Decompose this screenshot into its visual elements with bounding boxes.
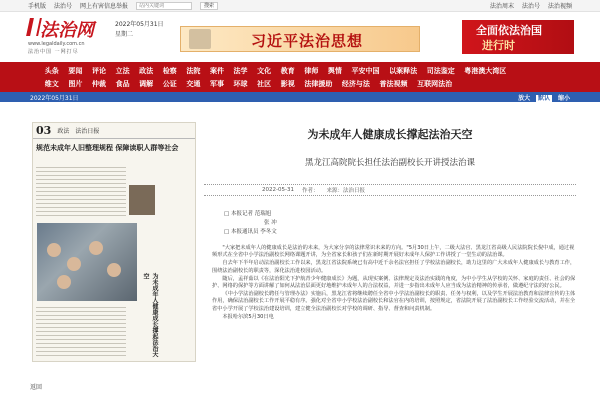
portrait-image <box>189 29 211 49</box>
fazhihao-link[interactable]: 法治号 <box>54 3 73 10</box>
logo-tagline: 法治中国 一网打尽 <box>28 49 79 55</box>
report-link[interactable]: 网上有害信息举报 <box>80 3 129 10</box>
nav-item[interactable]: 社区 <box>257 79 272 88</box>
search-button[interactable]: 搜索 <box>200 2 218 10</box>
article-paragraph: 《中小学法治副校长聘任与管理办法》实施后，黑龙江省将继续聘任全省中小学法治副校长的职责、任务与权利，以及学生开展法治教育和法律宣传的主体作用，确保法治副校长工作开展平稳有序。强化对全省中小学校法治副校长和法官在内的培训，按照规定，省法院开展了法治副校长工作经验交流活动，并在全省中小学开展了学校法治建设培训，建立健全法治副校长对学校的调研、指导、督查和问责机制。 <box>212 290 576 312</box>
nav-item[interactable]: 律师 <box>304 66 319 75</box>
nav-item[interactable]: 互联网法治 <box>417 79 453 88</box>
nav-item[interactable]: 食品 <box>115 79 130 88</box>
header-weekday: 星期二 <box>115 31 134 38</box>
nav-item[interactable]: 头条 <box>44 66 59 75</box>
font-size-controls <box>514 93 570 102</box>
banner-line1: 全面依法治国 <box>476 24 542 37</box>
page-number: 03 <box>36 124 52 137</box>
banner-line2: 进行时 <box>482 39 515 52</box>
nav-item[interactable]: 以案释法 <box>389 66 418 75</box>
nav-item[interactable]: 法律援助 <box>304 79 333 88</box>
nav-item[interactable]: 图片 <box>68 79 83 88</box>
article-meta <box>204 184 576 196</box>
article-title: 为未成年人健康成长撑起法治天空 <box>307 128 473 141</box>
article-source: 来源：法治日报 <box>326 188 365 194</box>
paper-text-lines <box>36 167 126 219</box>
nav-item[interactable]: 要闻 <box>68 66 83 75</box>
nav-item[interactable]: 粤港澳大湾区 <box>464 66 507 75</box>
logo-url: www.legaldaily.com.cn <box>28 41 85 47</box>
nav-item[interactable]: 案件 <box>209 66 224 75</box>
current-date: 2022年05月31日 <box>30 94 79 102</box>
nav-item[interactable]: 交通 <box>186 79 201 88</box>
back-link[interactable]: 返回 <box>30 384 43 391</box>
newspaper-page-image[interactable] <box>32 122 196 362</box>
header-date <box>115 20 164 40</box>
nav-item[interactable]: 立法 <box>115 66 130 75</box>
nav-item[interactable]: 教育 <box>280 66 295 75</box>
nav-row-1 <box>40 64 560 77</box>
font-default-button[interactable]: 默认 <box>538 94 551 102</box>
paper-photo <box>37 223 137 301</box>
thought-banner-text: 习近平法治思想 <box>251 32 364 50</box>
paper-headline: 规范未成年人旧整理规程 保障读职人群等社会 <box>36 143 179 152</box>
mobile-link[interactable]: 手机版 <box>28 3 47 10</box>
byline-reporter-2: 张 冲 <box>264 220 277 226</box>
article <box>204 102 576 322</box>
nav-item[interactable]: 法院 <box>186 66 201 75</box>
nav-item[interactable]: 环球 <box>233 79 248 88</box>
nav-item[interactable]: 检察 <box>162 66 177 75</box>
main-content <box>0 102 600 400</box>
article-byline <box>204 210 576 237</box>
byline-reporter: □ 本报记者 范瑞旭 <box>224 211 272 217</box>
article-paragraph: 随后，孟祥茹以《在法治阳光下护航青少年健康成长》为题，从现实案例、法律规定及法治实践的角度，为中小学生从学校的关怀、家庭的责任、社会的保护、网络的保护等方面讲解了如何从法治层面更好地维护未成年人的合法权益，并进一步指出未成年人应当成为法治精神的传承者，做遵纪守法的好公民。 <box>212 275 576 290</box>
main-nav <box>0 62 600 92</box>
paper-text-lines-2 <box>36 307 126 359</box>
article-paragraph: 自去年下半年启动法治副校长工作以来，黑龙江省法院系统已有高中近千余名法官担任了学校法治副校长，助力这里的广大未成年人健康成长与教育工作，围绕法治副校长的职责等，深化法治进校园活动。 <box>212 260 576 274</box>
article-date: 2022-05-31 <box>262 187 294 193</box>
weekend-link[interactable]: 法治周末 <box>489 3 514 10</box>
video-link[interactable]: 法治视频 <box>547 3 572 10</box>
nav-item[interactable]: 政法 <box>139 66 154 75</box>
thought-banner[interactable] <box>180 26 420 52</box>
font-smaller-button[interactable]: 缩小 <box>557 94 570 102</box>
nav-item[interactable]: 调解 <box>139 79 154 88</box>
nav-row-2 <box>40 77 560 90</box>
paper-small-photo <box>129 185 155 215</box>
nav-item[interactable]: 军事 <box>209 79 224 88</box>
nav-item[interactable]: 经济与法 <box>341 79 370 88</box>
article-dateline: 本报哈尔滨5月30日电 <box>222 313 274 320</box>
byline-correspondent: □ 本报通讯员 李冬文 <box>224 229 277 235</box>
nav-item[interactable]: 平安中国 <box>351 66 380 75</box>
nav-item[interactable]: 司法鉴定 <box>426 66 455 75</box>
nav-item[interactable]: 评论 <box>91 66 106 75</box>
article-paragraph: "大家把未成年人的健康成长是法治的未来，为大家分享的法律常识未来的方向。"5月30日上午，二级大法官、黑龙江省高级人民法院院长倪中成，通过视频形式在全省中小学法治副校长网络课题开讲，为全省家长和孩子们在新时期开展好未成年人保护工作讲授了一堂生动的法治课。 <box>212 245 575 259</box>
nav-item[interactable]: 文化 <box>257 66 272 75</box>
nav-item[interactable]: 维文 <box>44 79 59 88</box>
top-utility-bar <box>0 0 600 12</box>
header-date-text: 2022年05月31日 <box>115 21 164 28</box>
date-bar <box>0 92 600 102</box>
nav-item[interactable]: 普法视频 <box>379 79 408 88</box>
search-input[interactable] <box>136 2 192 10</box>
paper-name: 法治日报 <box>75 128 100 135</box>
site-logo[interactable] <box>28 16 108 54</box>
nav-item[interactable]: 公证 <box>162 79 177 88</box>
paper-vertical-title: 为未成年人健康成长撑起法治天空 <box>142 273 158 357</box>
nav-item[interactable]: 影视 <box>280 79 295 88</box>
nav-item[interactable]: 舆情 <box>327 66 342 75</box>
article-author: 作者： <box>301 188 319 194</box>
rule-of-law-banner[interactable] <box>462 20 574 54</box>
article-subtitle: 黑龙江高院院长担任法治副校长开讲授法治课 <box>304 158 475 168</box>
fazhihao-link-right[interactable]: 法治号 <box>521 3 540 10</box>
nav-item[interactable]: 仲裁 <box>91 79 106 88</box>
site-header <box>0 12 600 62</box>
logo-text: 法治网 <box>40 20 94 41</box>
paper-header <box>33 123 195 139</box>
nav-item[interactable]: 法学 <box>233 66 248 75</box>
paper-section: 政法 <box>57 128 70 135</box>
article-body <box>204 245 576 321</box>
font-larger-button[interactable]: 放大 <box>518 94 531 102</box>
